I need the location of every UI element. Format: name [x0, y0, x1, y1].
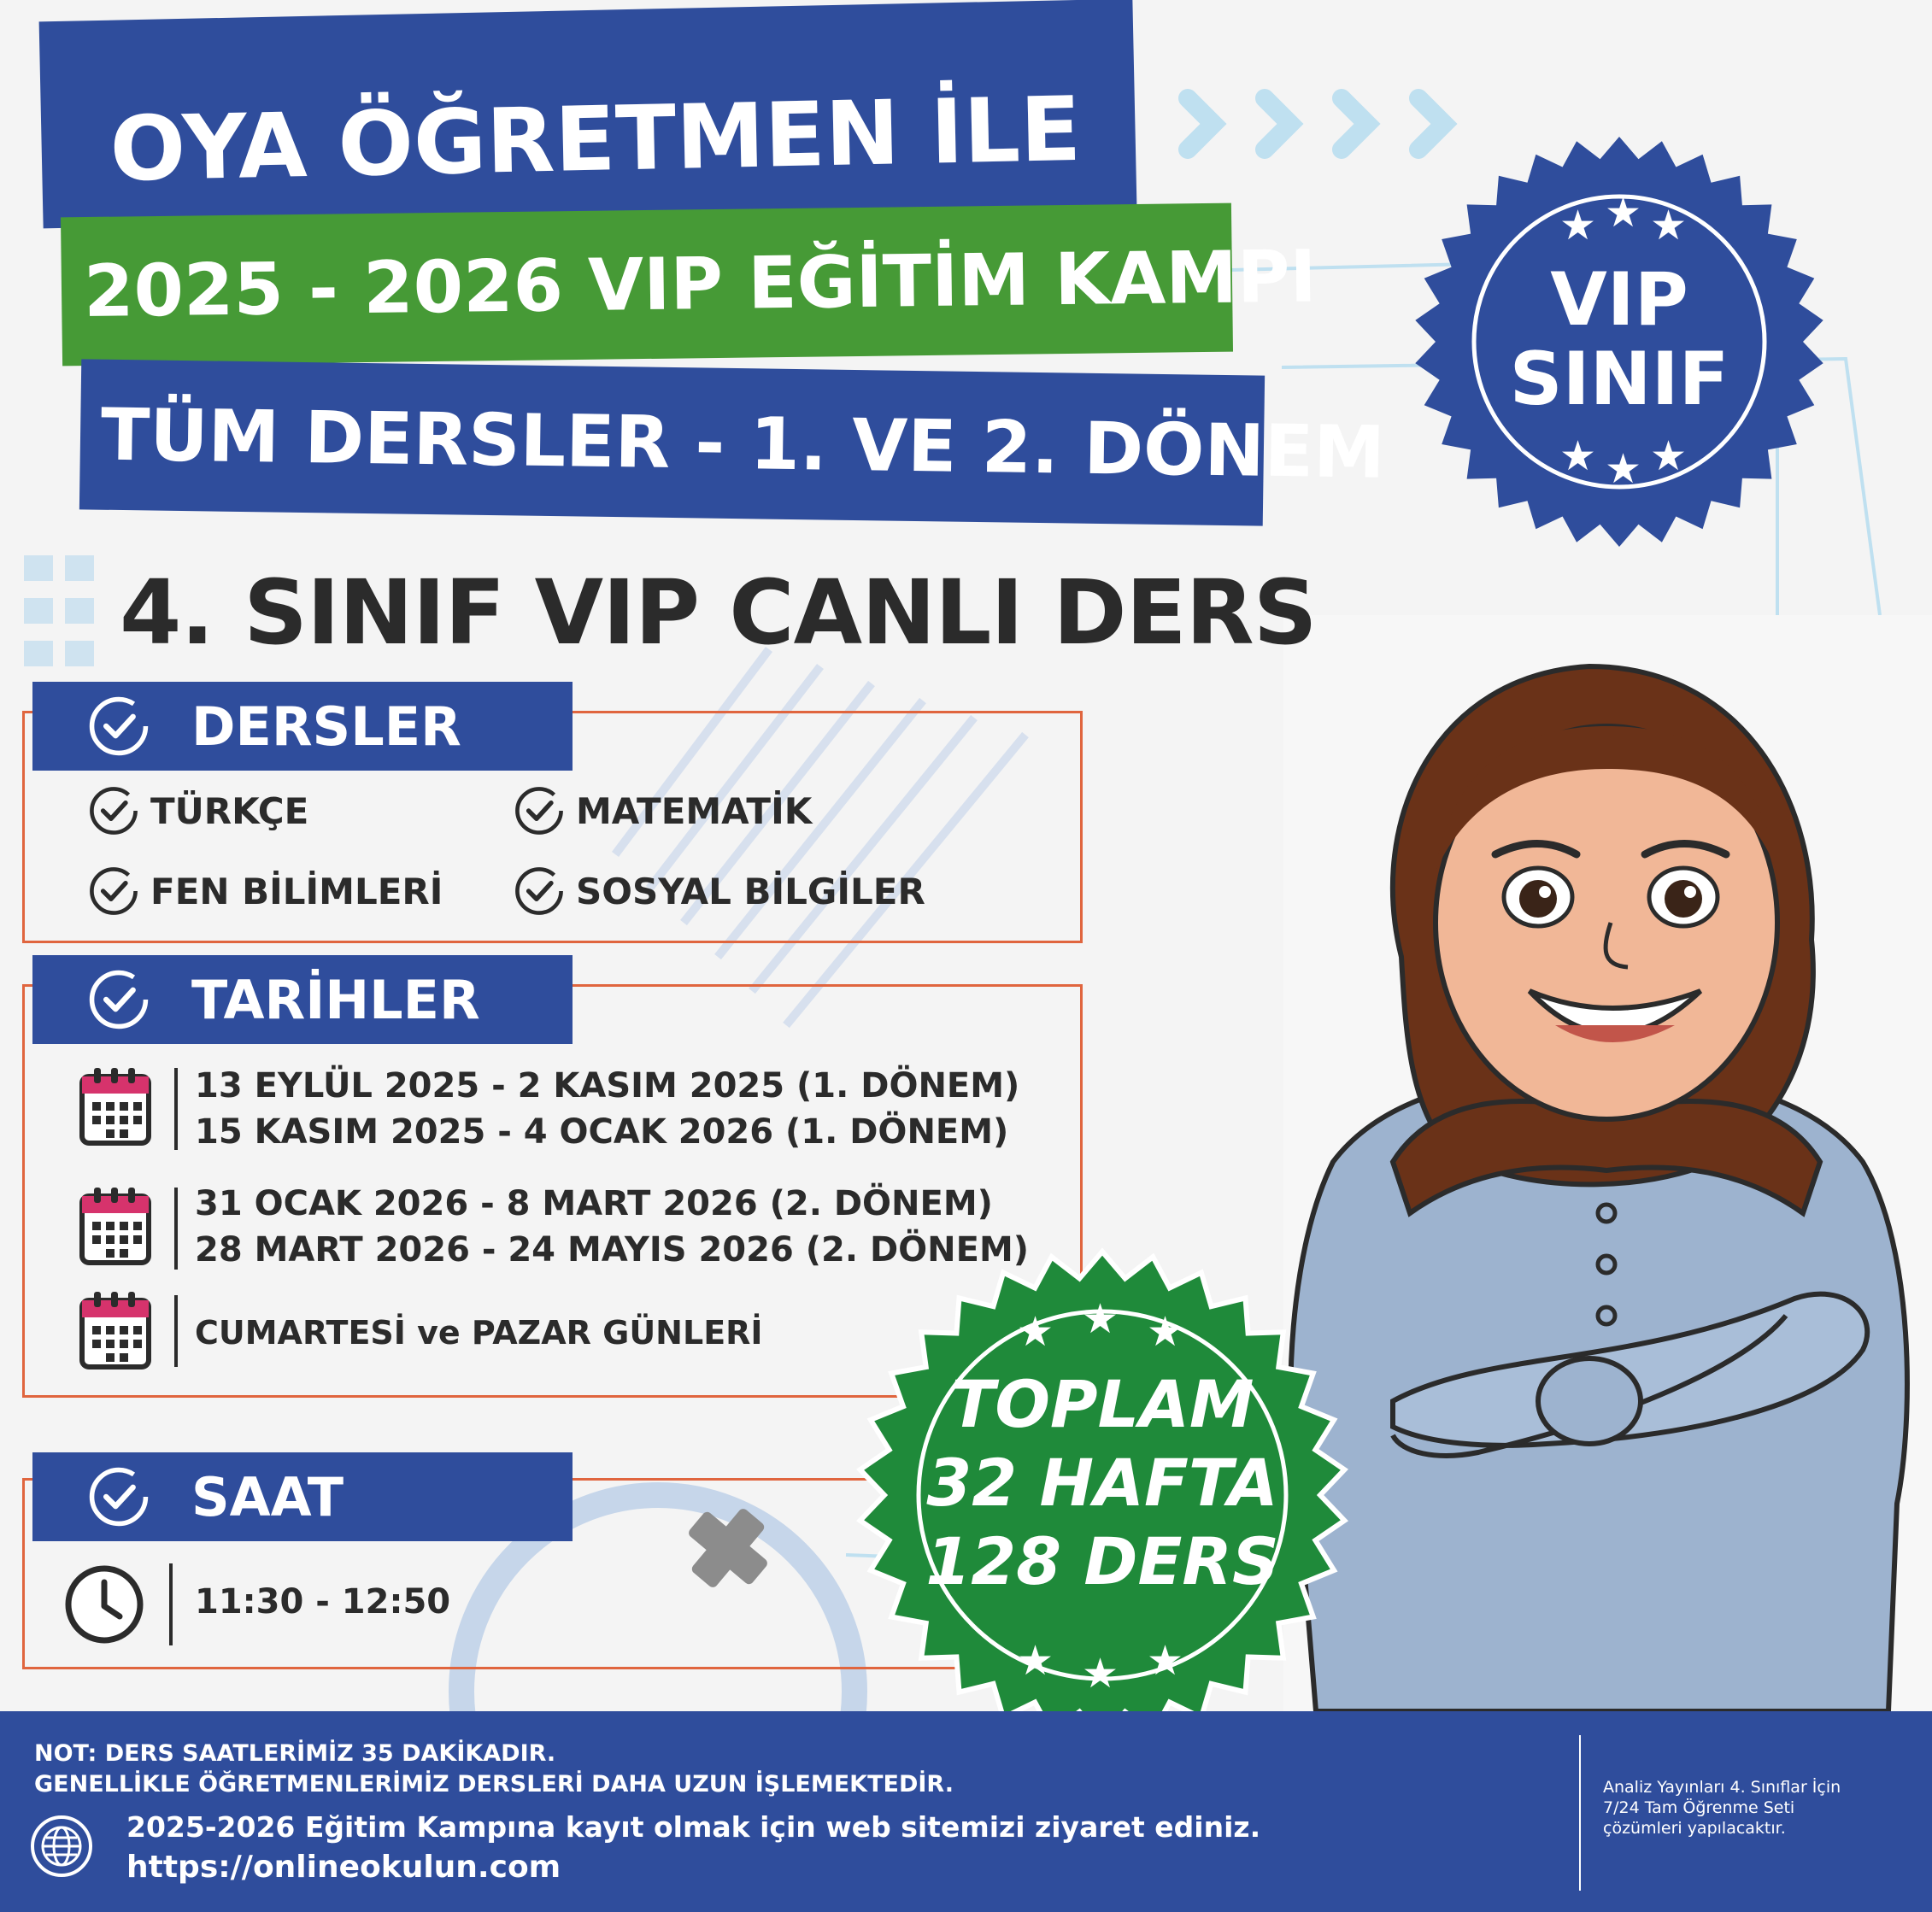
svg-text:★: ★: [1605, 445, 1642, 493]
total-badge-line-3: 128 DERS: [925, 1523, 1279, 1599]
tarihler-title: TARİHLER: [191, 968, 480, 1031]
divider: [174, 1295, 178, 1367]
svg-text:★: ★: [1605, 189, 1642, 237]
title-line-3: [79, 359, 1386, 525]
total-badge: [854, 1247, 1350, 1743]
subject-matematik: [513, 784, 812, 837]
subject-label: TÜRKÇE: [150, 789, 309, 832]
title-line-1: [39, 0, 1137, 228]
dersler-header: [32, 682, 573, 771]
saat-header: [32, 1452, 573, 1541]
footer-divider: [1579, 1735, 1581, 1891]
teacher-illustration: [1265, 649, 1932, 1711]
vip-badge-line-2: SINIF: [1509, 337, 1729, 422]
calendar-icon: [79, 1186, 152, 1266]
check-circle-icon: [87, 784, 140, 837]
footer-side-1: Analiz Yayınları 4. Sınıflar İçin: [1603, 1778, 1841, 1797]
page-headline: 4. SINIF VIP CANLI DERS: [120, 560, 1317, 665]
footer-side-2: 7/24 Tam Öğrenme Seti: [1603, 1798, 1795, 1817]
total-badge-line-2: 32 HAFTA: [926, 1445, 1278, 1521]
footer-url[interactable]: https://onlineokulun.com: [126, 1850, 561, 1885]
subject-label: SOSYAL BİLGİLER: [576, 870, 925, 912]
svg-text:★: ★: [1147, 1637, 1184, 1685]
date-range: 31 OCAK 2026 - 8 MART 2026 (2. DÖNEM): [195, 1184, 993, 1223]
title-line-2: [61, 203, 1318, 367]
class-days: CUMARTESİ ve PAZAR GÜNLERİ: [195, 1314, 763, 1352]
svg-text:★: ★: [1147, 1308, 1184, 1356]
title-line-1-text: OYA ÖĞRETMEN İLE: [109, 76, 1083, 202]
class-time: 11:30 - 12:50: [195, 1582, 451, 1622]
subject-label: MATEMATİK: [576, 789, 813, 832]
globe-icon: [29, 1814, 94, 1879]
footer-cta: 2025-2026 Eğitim Kampına kayıt olmak için web sitemizi ziyaret ediniz.: [126, 1810, 1261, 1844]
total-badge-line-1: TOPLAM: [950, 1366, 1254, 1442]
title-line-2-text: 2025 - 2026 VIP EĞİTİM KAMPI: [83, 234, 1318, 334]
svg-text:★: ★: [1017, 1637, 1054, 1685]
check-circle-icon: [87, 968, 150, 1031]
check-circle-icon: [513, 784, 566, 837]
subject-label: FEN BİLİMLERİ: [150, 870, 443, 912]
vip-badge: [1410, 132, 1829, 551]
svg-text:★: ★: [1559, 432, 1597, 480]
title-line-3-text: TÜM DERSLER - 1. VE 2. DÖNEM: [100, 392, 1386, 495]
divider: [169, 1563, 173, 1645]
subject-turkce: [87, 784, 308, 837]
clock-icon: [63, 1563, 145, 1645]
footer: [0, 1711, 1932, 1912]
date-range: 13 EYLÜL 2025 - 2 KASIM 2025 (1. DÖNEM): [195, 1066, 1020, 1106]
svg-text:★: ★: [1559, 202, 1597, 249]
vip-badge-line-1: VIP: [1550, 257, 1688, 343]
date-range: 15 KASIM 2025 - 4 OCAK 2026 (1. DÖNEM): [195, 1112, 1009, 1152]
saat-title: SAAT: [191, 1465, 344, 1528]
footer-side-3: çözümleri yapılacaktır.: [1603, 1819, 1786, 1838]
footer-note-2: GENELLİKLE ÖĞRETMENLERİMİZ DERSLERİ DAHA UZUN İŞLEMEKTEDİR.: [34, 1771, 954, 1798]
svg-text:★: ★: [1650, 432, 1688, 480]
check-circle-icon: [87, 1465, 150, 1528]
date-range: 28 MART 2026 - 24 MAYIS 2026 (2. DÖNEM): [195, 1230, 1030, 1270]
svg-text:★: ★: [1082, 1650, 1119, 1698]
dersler-title: DERSLER: [191, 695, 461, 758]
calendar-icon: [79, 1290, 152, 1370]
svg-text:★: ★: [1082, 1295, 1119, 1343]
divider: [174, 1068, 178, 1150]
divider: [174, 1188, 178, 1270]
svg-text:★: ★: [1650, 202, 1688, 249]
check-circle-icon: [87, 695, 150, 758]
svg-text:★: ★: [1017, 1308, 1054, 1356]
footer-note-1: NOT: DERS SAATLERİMİZ 35 DAKİKADIR.: [34, 1740, 556, 1767]
check-circle-icon: [87, 865, 140, 918]
tarihler-header: [32, 955, 573, 1044]
check-circle-icon: [513, 865, 566, 918]
subject-sosyal-bilgiler: [513, 865, 925, 918]
calendar-icon: [79, 1066, 152, 1147]
subject-fen-bilimleri: [87, 865, 443, 918]
